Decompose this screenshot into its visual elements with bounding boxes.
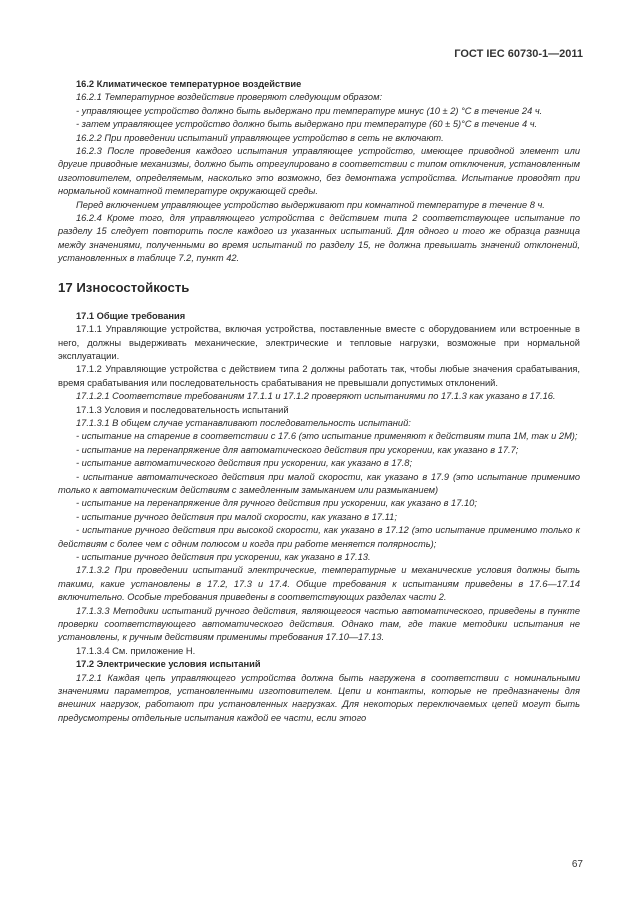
paragraph-16-2-4: 16.2.4 Кроме того, для управляющего устройства с действием типа 2 соответствующее испытание по разделу 15 следует повторить после каждого из указанных испытаний. Для одного и того же образца разница между значениями, полученными во время испытаний по разделу 15, не должна превышать значений отклонений, установленных в таблице 7.2, пункт 42. — [58, 213, 580, 264]
list-item: - испытание автоматического действия при малой скорости, как указано в 17.9 (это испытание применимо только к автоматическим действиям с замедленным замыканием или размыканием) — [58, 471, 580, 495]
paragraph-17-1-3-4: 17.1.3.4 См. приложение Н. — [76, 645, 196, 656]
section-heading-17-1: 17.1 Общие требования — [76, 310, 186, 321]
page-content — [58, 78, 580, 725]
paragraph-17-1-3: 17.1.3 Условия и последовательность испытаний — [76, 404, 289, 415]
section-heading-17-2: 17.2 Электрические условия испытаний — [76, 659, 261, 670]
paragraph-16-2-3: 16.2.3 После проведения каждого испытания управляющее устройство, имеющее приводной элемент или другие приводные механизмы, должно быть отрегулировано в соответствии с типом отключения, установленным изготовителем, определяемым, насколько это возможно, без демонтажа устройства. Испытание проводят при нормальной комнатной температуре окружающей среды. — [58, 146, 580, 197]
list-item: - испытание на перенапряжение для ручного действия при ускорении, как указано в 17.10; — [76, 498, 477, 509]
list-item: - испытание на старение в соответствии с 17.6 (это испытание применяют к действиям типа 1М, так и 2М); — [76, 431, 578, 442]
paragraph-16-2-2: 16.2.2 При проведении испытаний управляющее устройство в сеть не включают. — [76, 132, 444, 143]
paragraph-16-2-1-a: - управляющее устройство должно быть выдержано при температуре минус (10 ± 2) °С в течение 24 ч. — [76, 105, 543, 116]
list-item: - испытание автоматического действия при ускорении, как указано в 17.8; — [76, 458, 413, 469]
document-header: ГОСТ IEC 60730-1—2011 — [454, 48, 583, 60]
page-number: 67 — [571, 859, 583, 870]
paragraph-16-2-1: 16.2.1 Температурное воздействие проверяют следующим образом: — [76, 92, 383, 103]
list-item: - испытание на перенапряжение для автоматического действия при ускорении, как указано в 17.7; — [76, 444, 519, 455]
list-item: - испытание ручного действия при малой скорости, как указано в 17.11; — [76, 511, 397, 522]
paragraph-16-2-3-b: Перед включением управляющее устройство выдерживают при комнатной температуре в течение 8 ч. — [76, 199, 545, 210]
paragraph-17-1-3-3: 17.1.3.3 Методики испытаний ручного действия, являющегося частью автоматического, приведены в пункте проверки соответствующего автоматического действия. Однако там, где такие методики испытания не установлены, к ручным действиям применимы требования 17.10—17.13. — [58, 605, 580, 643]
paragraph-17-1-3-2: 17.1.3.2 При проведении испытаний электрические, температурные и механические условия должны быть такими, какие установлены в 17.2, 17.3 и 17.4. Общие требования к испытаниям приведены в 17.6—17.14 включительно. Особые требования приведены в соответствующих разделах части 2. — [58, 565, 580, 603]
paragraph-17-1-2: 17.1.2 Управляющие устройства с действием типа 2 должны работать так, чтобы любые значения срабатывания, время срабатывания или последовательность срабатывания не превышали допустимых отклонений. — [58, 364, 580, 388]
paragraph-17-2-1: 17.2.1 Каждая цепь управляющего устройства должна быть нагружена в соответствии с номинальными значениями параметров, установленными изготовителем. Цепи и контакты, которые не предназначены для внешних нагрузок, работают при установленных нагрузках. Для некоторых переключаемых цепей могут быть предусмотрены отдельные испытания каждой ее части, если этого — [58, 672, 580, 723]
paragraph-17-1-1: 17.1.1 Управляющие устройства, включая устройства, поставленные вместе с оборудованием или встроенные в него, должны выдерживать механические, электрические и тепловые нагрузки, возможные при нормальной эксплуатации. — [58, 324, 580, 361]
paragraph-17-1-2-1: 17.1.2.1 Соответствие требованиям 17.1.1 и 17.1.2 проверяют испытаниями по 17.1.3 как указано в 17.16. — [76, 391, 556, 402]
list-item: - испытание ручного действия при ускорении, как указано в 17.13. — [76, 552, 371, 562]
section-heading-16-2: 16.2 Климатическое температурное воздействие — [76, 79, 302, 89]
paragraph-16-2-1-b: - затем управляющее устройство должно быть выдержано при температуре (60 ± 5)°С в течение 4 ч. — [76, 119, 538, 130]
list-item: - испытание ручного действия при высокой скорости, как указано в 17.12 (это испытание применимо только к действиям с более чем с одним полюсом и когда при работе меняется полярность); — [58, 525, 580, 549]
section-heading-17: 17 Износостойкость — [58, 279, 190, 295]
paragraph-17-1-3-1: 17.1.3.1 В общем случае устанавливают последовательность испытаний: — [76, 417, 411, 428]
